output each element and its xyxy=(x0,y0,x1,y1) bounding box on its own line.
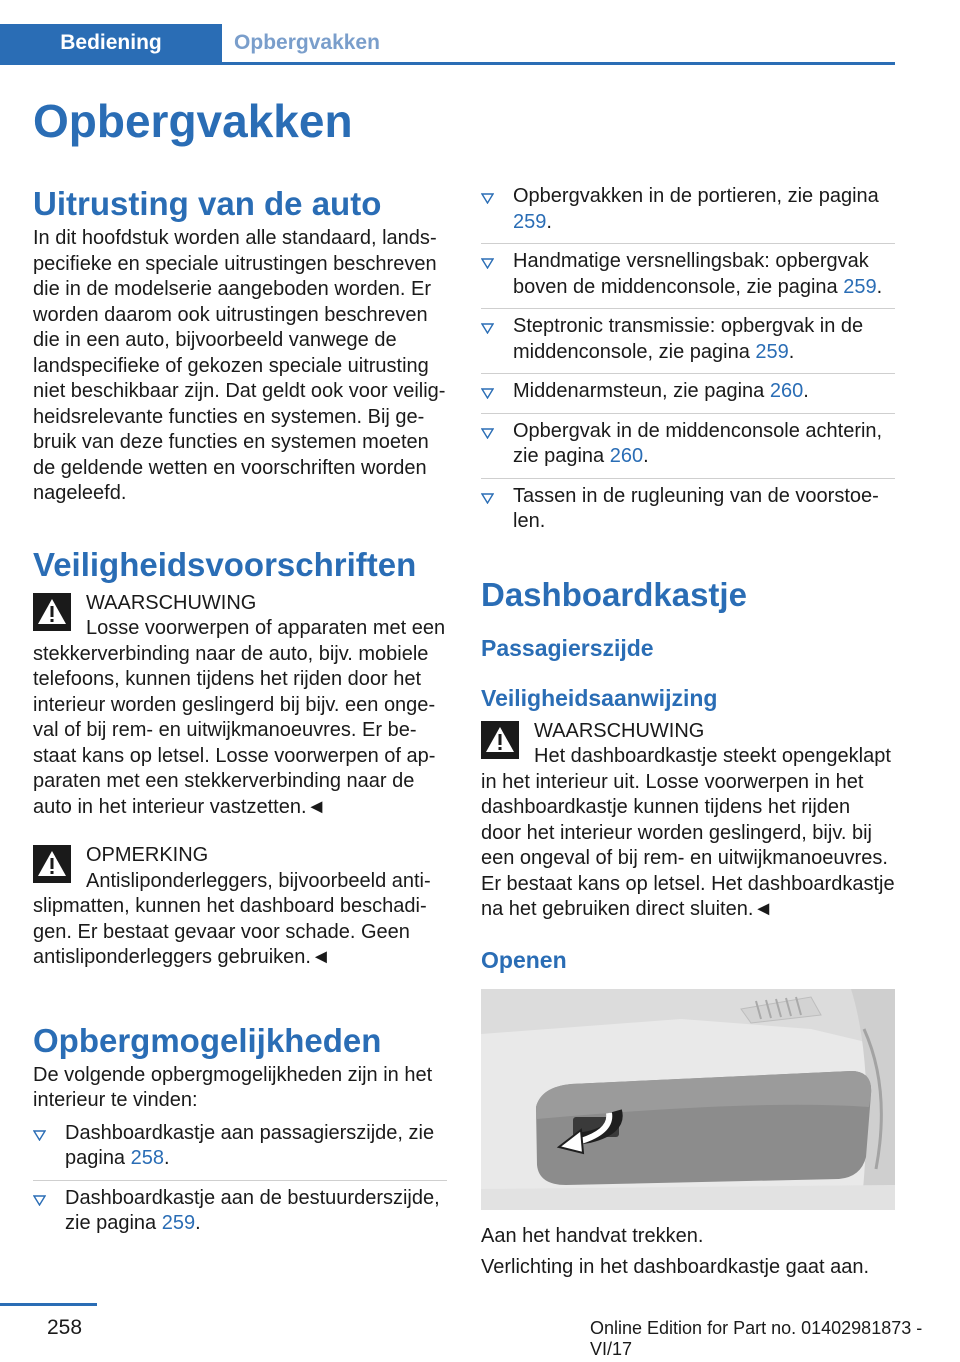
warning-block-3 xyxy=(481,719,895,923)
page-link[interactable]: 260 xyxy=(609,445,644,467)
storage-list-right xyxy=(481,179,895,543)
triangle-bullet-icon xyxy=(481,428,494,439)
page-link[interactable]: 260 xyxy=(769,380,804,402)
section-body-opbergmogelijkheden: De volgende opbergmogelijkheden zijn in het interieur te vinden: xyxy=(33,1063,433,1111)
section-body-uitrusting: In dit hoofdstuk worden alle standaard, landspecifieke en speciale uitrustingen beschreven die in de modelserie aangeboden worden. Er worden daarom ook uitrustingen beschreven die in een auto, bijvoorbeeld vanwege de landspecifieke of gekozen speciale uitrusting niet beschikbaar zijn. Dat geldt ook voor veiligheidsrelevante functies en systemen. Bij gebruik van deze functies en systemen moeten de geldende wetten en voorschriften worden nageleefd. xyxy=(33,227,446,504)
list-item: Opbergvak in de middenconsole achterin, zie pagina 260. xyxy=(481,414,895,479)
section-title-veiligheid: Veiligheidsvoorschriften xyxy=(33,545,417,583)
warning-text-rest: in het interieur uit. Losse voorwerpen in het dashboardkastje kunnen tijdens het rijden door het interieur worden geslingerd, bijv. bij een ongeval of bij rem- en uitwijkmanoeuvres. Er bestaat kans op letsel. Het dashboardkastje na het gebruiken direct sluiten.◄ xyxy=(481,770,895,920)
triangle-bullet-icon xyxy=(481,193,494,204)
warning-icon xyxy=(33,845,71,883)
list-item: Dashboardkastje aan passagierszijde, zie pagina 258. xyxy=(33,1116,447,1181)
notice-label: OPMERKING xyxy=(86,844,209,866)
page-link[interactable]: 258 xyxy=(130,1147,164,1169)
instruction-2: Verlichting in het dashboardkastje gaat aan. xyxy=(481,1256,870,1278)
subheading-openen: Openen xyxy=(481,946,567,973)
warning-icon xyxy=(33,593,71,631)
page-link[interactable]: 259 xyxy=(161,1212,196,1234)
warning-label: WAARSCHUWING xyxy=(86,591,257,614)
page-link[interactable]: 259 xyxy=(843,275,877,298)
triangle-bullet-icon xyxy=(481,323,494,334)
page-number: 258 xyxy=(47,1316,83,1339)
warning-text-first: Het dashboardkastje steekt opengeklapt xyxy=(534,745,891,767)
triangle-bullet-icon xyxy=(481,258,494,269)
triangle-bullet-icon xyxy=(33,1130,46,1141)
list-item: Tassen in de rugleuning van de voorstoelen. xyxy=(481,479,895,543)
storage-list-left xyxy=(33,1116,447,1245)
triangle-bullet-icon xyxy=(481,493,494,504)
list-item: Opbergvakken in de portieren, zie pagina 259. xyxy=(481,179,895,244)
triangle-bullet-icon xyxy=(33,1195,46,1206)
tab-bediening[interactable]: Bediening xyxy=(0,24,222,62)
list-item: Dashboardkastje aan de bestuurderszijde, zie pagina 259. xyxy=(33,1181,447,1245)
subheading-passagierszijde: Passagierszijde xyxy=(481,634,654,661)
header-tabbar xyxy=(0,24,895,65)
instruction-1: Aan het handvat trekken. xyxy=(481,1224,704,1247)
warning-block-1 xyxy=(33,591,447,821)
section-title-uitrusting: Uitrusting van de auto xyxy=(33,185,382,222)
notice-text-first: Antisliponderleggers, bijvoorbeeld anti- xyxy=(86,869,431,892)
list-item: Handmatige versnellingsbak: opbergvak boven de middenconsole, zie pagina 259. xyxy=(481,244,895,309)
subheading-veiligheidsaanwijzing: Veiligheidsaanwijzing xyxy=(481,684,718,711)
warning-text-rest: stekkerverbinding naar de auto, bijv. mobiele telefoons, kunnen tijdens het rijden door het interieur worden geslingerd bij bijv. een ongeval of bij rem- en uitwijkmanoeuvres. Er bestaat kans op letsel. Losse voorwerpen of apparaten met een stekkerverbinding naar de auto in het interieur vastzetten.◄ xyxy=(33,642,436,818)
edition-text: Online Edition for Part no. 01402981873 - VI/17 xyxy=(590,1318,923,1359)
section-title-opbergmogelijkheden: Opbergmogelijkheden xyxy=(33,1021,382,1059)
footer-rule xyxy=(0,1303,97,1306)
page-link[interactable]: 259 xyxy=(513,210,547,233)
notice-text-rest: slipmatten, kunnen het dashboard beschadigen. Er bestaat gevaar voor schade. Geen antisliponderleggers gebruiken.◄ xyxy=(33,895,427,968)
list-item: Middenarmsteun, zie pagina 260. xyxy=(481,374,895,414)
triangle-bullet-icon xyxy=(481,388,494,399)
warning-label: WAARSCHUWING xyxy=(534,719,705,742)
notice-block xyxy=(33,843,447,971)
warning-text-first: Losse voorwerpen of apparaten met een xyxy=(86,617,446,639)
tab-opbergvakken[interactable]: Opbergvakken xyxy=(234,31,380,54)
warning-icon xyxy=(481,721,519,759)
list-item: Steptronic transmissie: opbergvak in de middenconsole, zie pagina 259. xyxy=(481,309,895,374)
right-column xyxy=(481,184,895,1281)
section-title-dashboardkastje: Dashboardkastje xyxy=(481,575,747,613)
left-column xyxy=(33,184,447,1245)
page-link[interactable]: 259 xyxy=(755,340,789,363)
glovebox-photo xyxy=(481,989,895,1210)
page-title: Opbergvakken xyxy=(33,95,353,147)
